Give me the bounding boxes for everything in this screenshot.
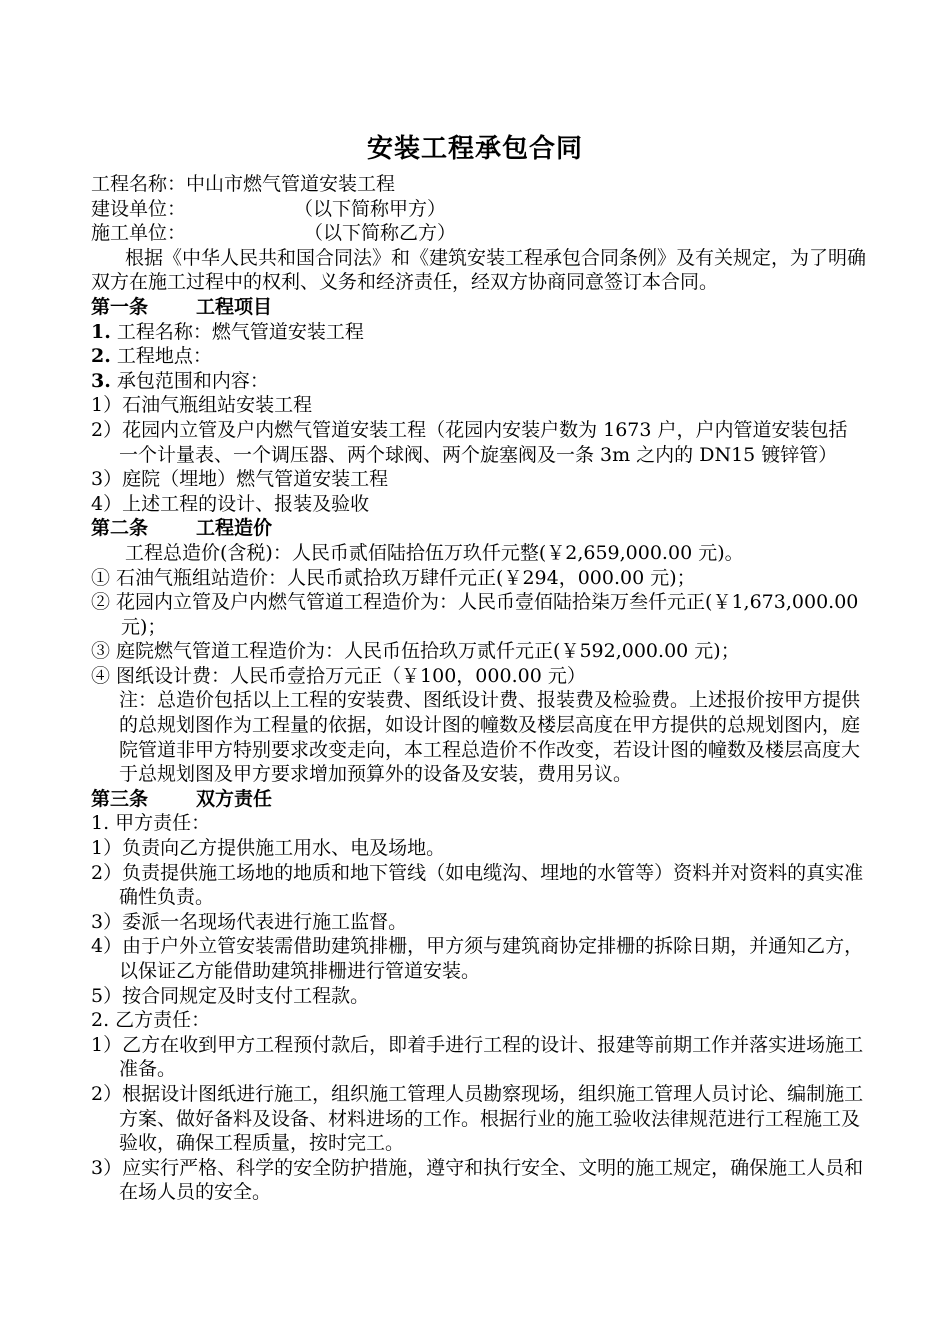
article1-num: 第一条 xyxy=(91,295,149,318)
article1-item xyxy=(91,369,866,394)
contractor-line xyxy=(91,221,866,246)
article2-heading xyxy=(91,516,866,541)
party-a-item: 2）负责提供施工场地的地质和地下管线（如电缆沟、埋地的水管等）资料并对资料的真实准确性负责。 xyxy=(91,861,864,909)
article1-heading xyxy=(91,295,866,320)
party-a-item: 3）委派一名现场代表进行施工监督。 xyxy=(91,910,408,933)
article3-num: 第三条 xyxy=(91,787,149,810)
scope-item: 1）石油气瓶组站安装工程 xyxy=(91,394,313,417)
total-cost-line: 工程总造价(含税)：人民币贰佰陆拾伍万玖仟元整(￥2,659,000.00 元)。 xyxy=(125,541,744,564)
article3-heading xyxy=(91,787,866,812)
document-title: 安装工程承包合同 xyxy=(366,134,583,164)
preamble-paragraph: 根据《中华人民共和国合同法》和《建筑安装工程承包合同条例》及有关规定，为了明确双方在施工过程中的权利、义务和经济责任，经双方协商同意签订本合同。 xyxy=(91,246,867,294)
contractor-note: （以下简称乙方） xyxy=(304,222,457,245)
cost-item: ② 花园内立管及户内燃气管道工程造价为：人民币壹佰陆拾柒万叁仟元正(￥1,673,000.00 元)； xyxy=(91,591,859,638)
builder-line xyxy=(91,197,866,222)
contractor-label: 施工单位： xyxy=(91,222,187,245)
article1-title: 工程项目 xyxy=(196,295,273,318)
item-number: 3. xyxy=(91,369,111,392)
party-a-item: 1）负责向乙方提供施工用水、电及场地。 xyxy=(91,837,446,860)
party-a-item: 4）由于户外立管安装需借助建筑排栅，甲方须与建筑商协定排栅的拆除日期，并通知乙方，以保证乙方能借助建筑排栅进行管道安装。 xyxy=(91,935,864,982)
article3-title: 双方责任 xyxy=(196,787,273,810)
item-text: 工程地点： xyxy=(116,345,212,368)
builder-label: 建设单位： xyxy=(91,197,187,220)
cost-item: ① 石油气瓶组站造价：人民币贰拾玖万肆仟元正(￥294，000.00 元)； xyxy=(91,566,696,589)
cost-note: 注：总造价包括以上工程的安装费、图纸设计费、报装费及检验费。上述报价按甲方提供的总规划图作为工程量的依据，如设计图的幢数及楼层高度在甲方提供的总规划图内，庭院管道非甲方特别要求改变走向，本工程总造价不作改变，若设计图的幢数及楼层高度大于总规划图及甲方要求增加预算外的设备及安装，费用另议。 xyxy=(119,689,861,786)
scope-item: 2）花园内立管及户内燃气管道安装工程（花园内安装户数为 1673 户，户内管道安装包括一个计量表、一个调压器、两个球阀、两个旋塞阀及一条 3m 之内的 DN15 镀锌管） xyxy=(91,418,848,466)
project-name-line: 工程名称：中山市燃气管道安装工程 xyxy=(91,173,396,195)
item-text: 工程名称：燃气管道安装工程 xyxy=(116,320,364,343)
article2-num: 第二条 xyxy=(91,517,149,540)
scope-item: 3）庭院（埋地）燃气管道安装工程 xyxy=(91,468,389,491)
scope-item: 4）上述工程的设计、报装及验收 xyxy=(91,492,370,515)
cost-item: ④ 图纸设计费：人民币壹拾万元正（￥100，000.00 元） xyxy=(91,664,586,687)
builder-note: （以下简称甲方） xyxy=(294,197,447,220)
party-b-item: 2）根据设计图纸进行施工，组织施工管理人员勘察现场，组织施工管理人员讨论、编制施工方案、做好备料及设备、材料进场的工作。根据行业的施工验收法律规范进行工程施工及验收，确保工程质量，按时完工。 xyxy=(91,1082,864,1155)
party-b-item: 3）应实行严格、科学的安全防护措施，遵守和执行安全、文明的施工规定，确保施工人员和在场人员的安全。 xyxy=(91,1156,864,1204)
article1-item xyxy=(91,344,866,369)
party-b-item: 1）乙方在收到甲方工程预付款后，即着手进行工程的设计、报建等前期工作并落实进场施工准备。 xyxy=(91,1033,864,1081)
item-number: 1. xyxy=(91,320,111,343)
cost-item: ③ 庭院燃气管道工程造价为：人民币伍拾玖万贰仟元正(￥592,000.00 元)； xyxy=(91,640,740,663)
party-b-label: 2. 乙方责任： xyxy=(91,1009,211,1032)
article2-title: 工程造价 xyxy=(196,517,273,540)
article1-item xyxy=(91,320,866,345)
party-a-item: 5）按合同规定及时支付工程款。 xyxy=(91,984,370,1007)
item-number: 2. xyxy=(91,345,111,368)
party-a-label: 1. 甲方责任： xyxy=(91,812,211,835)
item-text: 承包范围和内容： xyxy=(116,369,269,392)
document-body xyxy=(91,172,866,1205)
